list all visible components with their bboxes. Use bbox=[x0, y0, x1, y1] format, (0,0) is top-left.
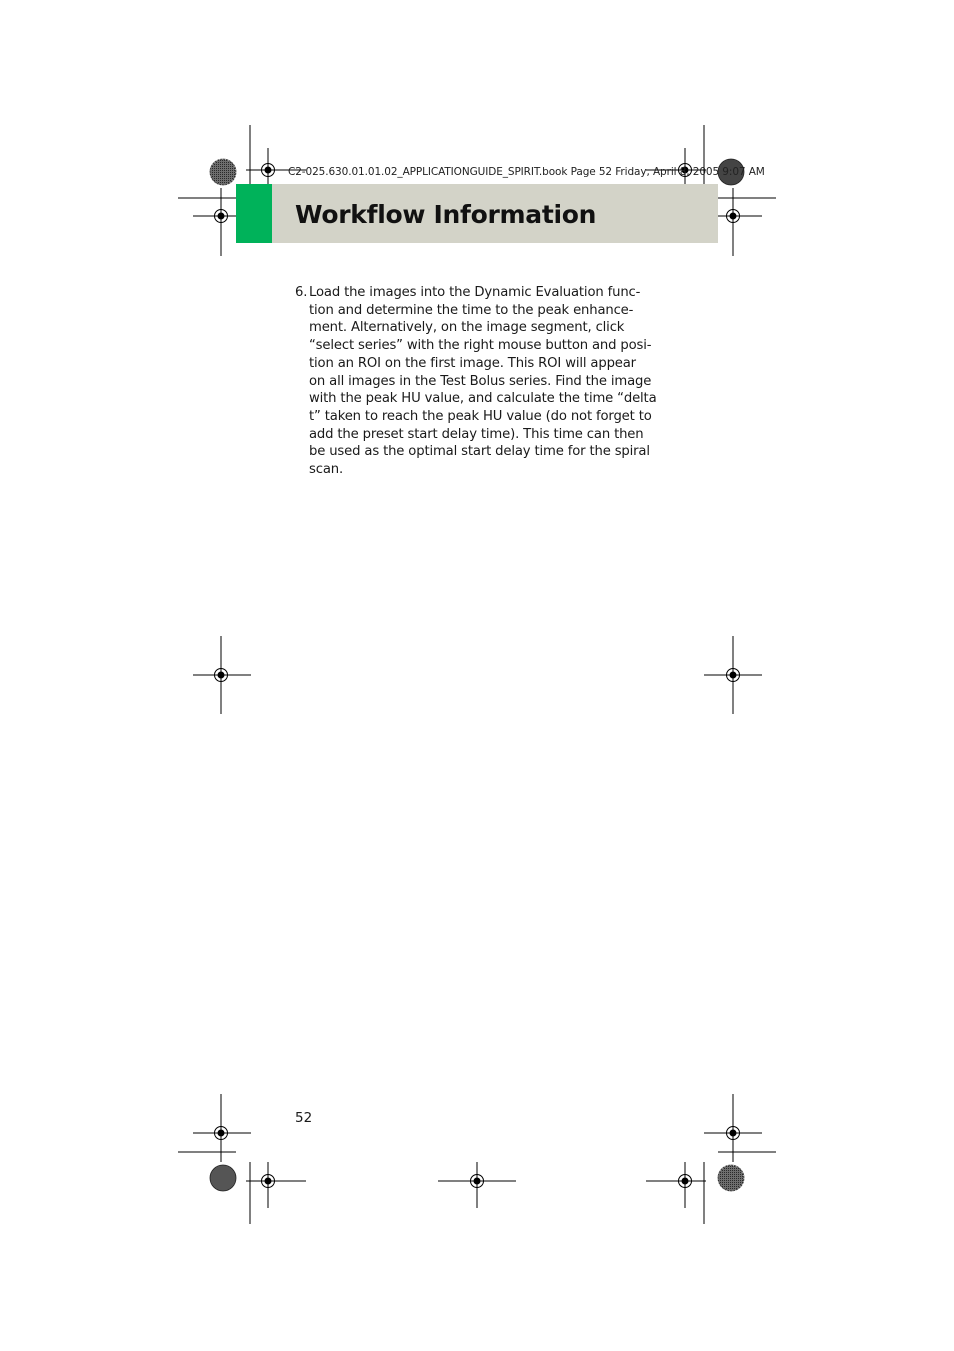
page-title: Workflow Information bbox=[295, 200, 597, 229]
header-accent-bar bbox=[236, 184, 272, 243]
step-line: be used as the optimal start delay time for the spiral bbox=[309, 444, 650, 460]
step-line: “select series” with the right mouse button and posi- bbox=[309, 338, 652, 354]
step-line: tion an ROI on the first image. This ROI will appear bbox=[309, 355, 636, 371]
registration-mark-icon bbox=[246, 1162, 306, 1208]
page-number: 52 bbox=[295, 1110, 313, 1126]
workflow-step bbox=[295, 284, 657, 479]
registration-mark-icon bbox=[438, 1162, 516, 1208]
registration-mark-icon bbox=[193, 636, 251, 714]
color-bar-icon bbox=[210, 1165, 236, 1191]
step-line: scan. bbox=[309, 462, 344, 478]
step-line: add the preset start delay time). This time can then bbox=[309, 426, 644, 442]
step-number: 6. bbox=[295, 285, 308, 300]
step-line: with the peak HU value, and calculate the time “delta bbox=[309, 391, 657, 407]
color-bar-icon bbox=[210, 159, 236, 185]
registration-mark-icon bbox=[646, 1162, 706, 1208]
step-line: tion and determine the time to the peak enhance- bbox=[309, 302, 634, 318]
section-header bbox=[236, 184, 718, 243]
step-line: ment. Alternatively, on the image segment, click bbox=[309, 320, 625, 336]
step-text bbox=[295, 284, 657, 479]
print-slug: C2-025.630.01.01.02_APPLICATIONGUIDE_SPIRIT.book Page 52 Friday, April 8, 2005 9:07 AM bbox=[288, 166, 765, 178]
registration-mark-icon bbox=[704, 636, 762, 714]
step-line: t” taken to reach the peak HU value (do not forget to bbox=[309, 408, 652, 424]
step-line: on all images in the Test Bolus series. Find the image bbox=[309, 373, 652, 389]
step-line: Load the images into the Dynamic Evaluation func- bbox=[309, 285, 641, 300]
color-bar-icon bbox=[718, 1165, 744, 1191]
